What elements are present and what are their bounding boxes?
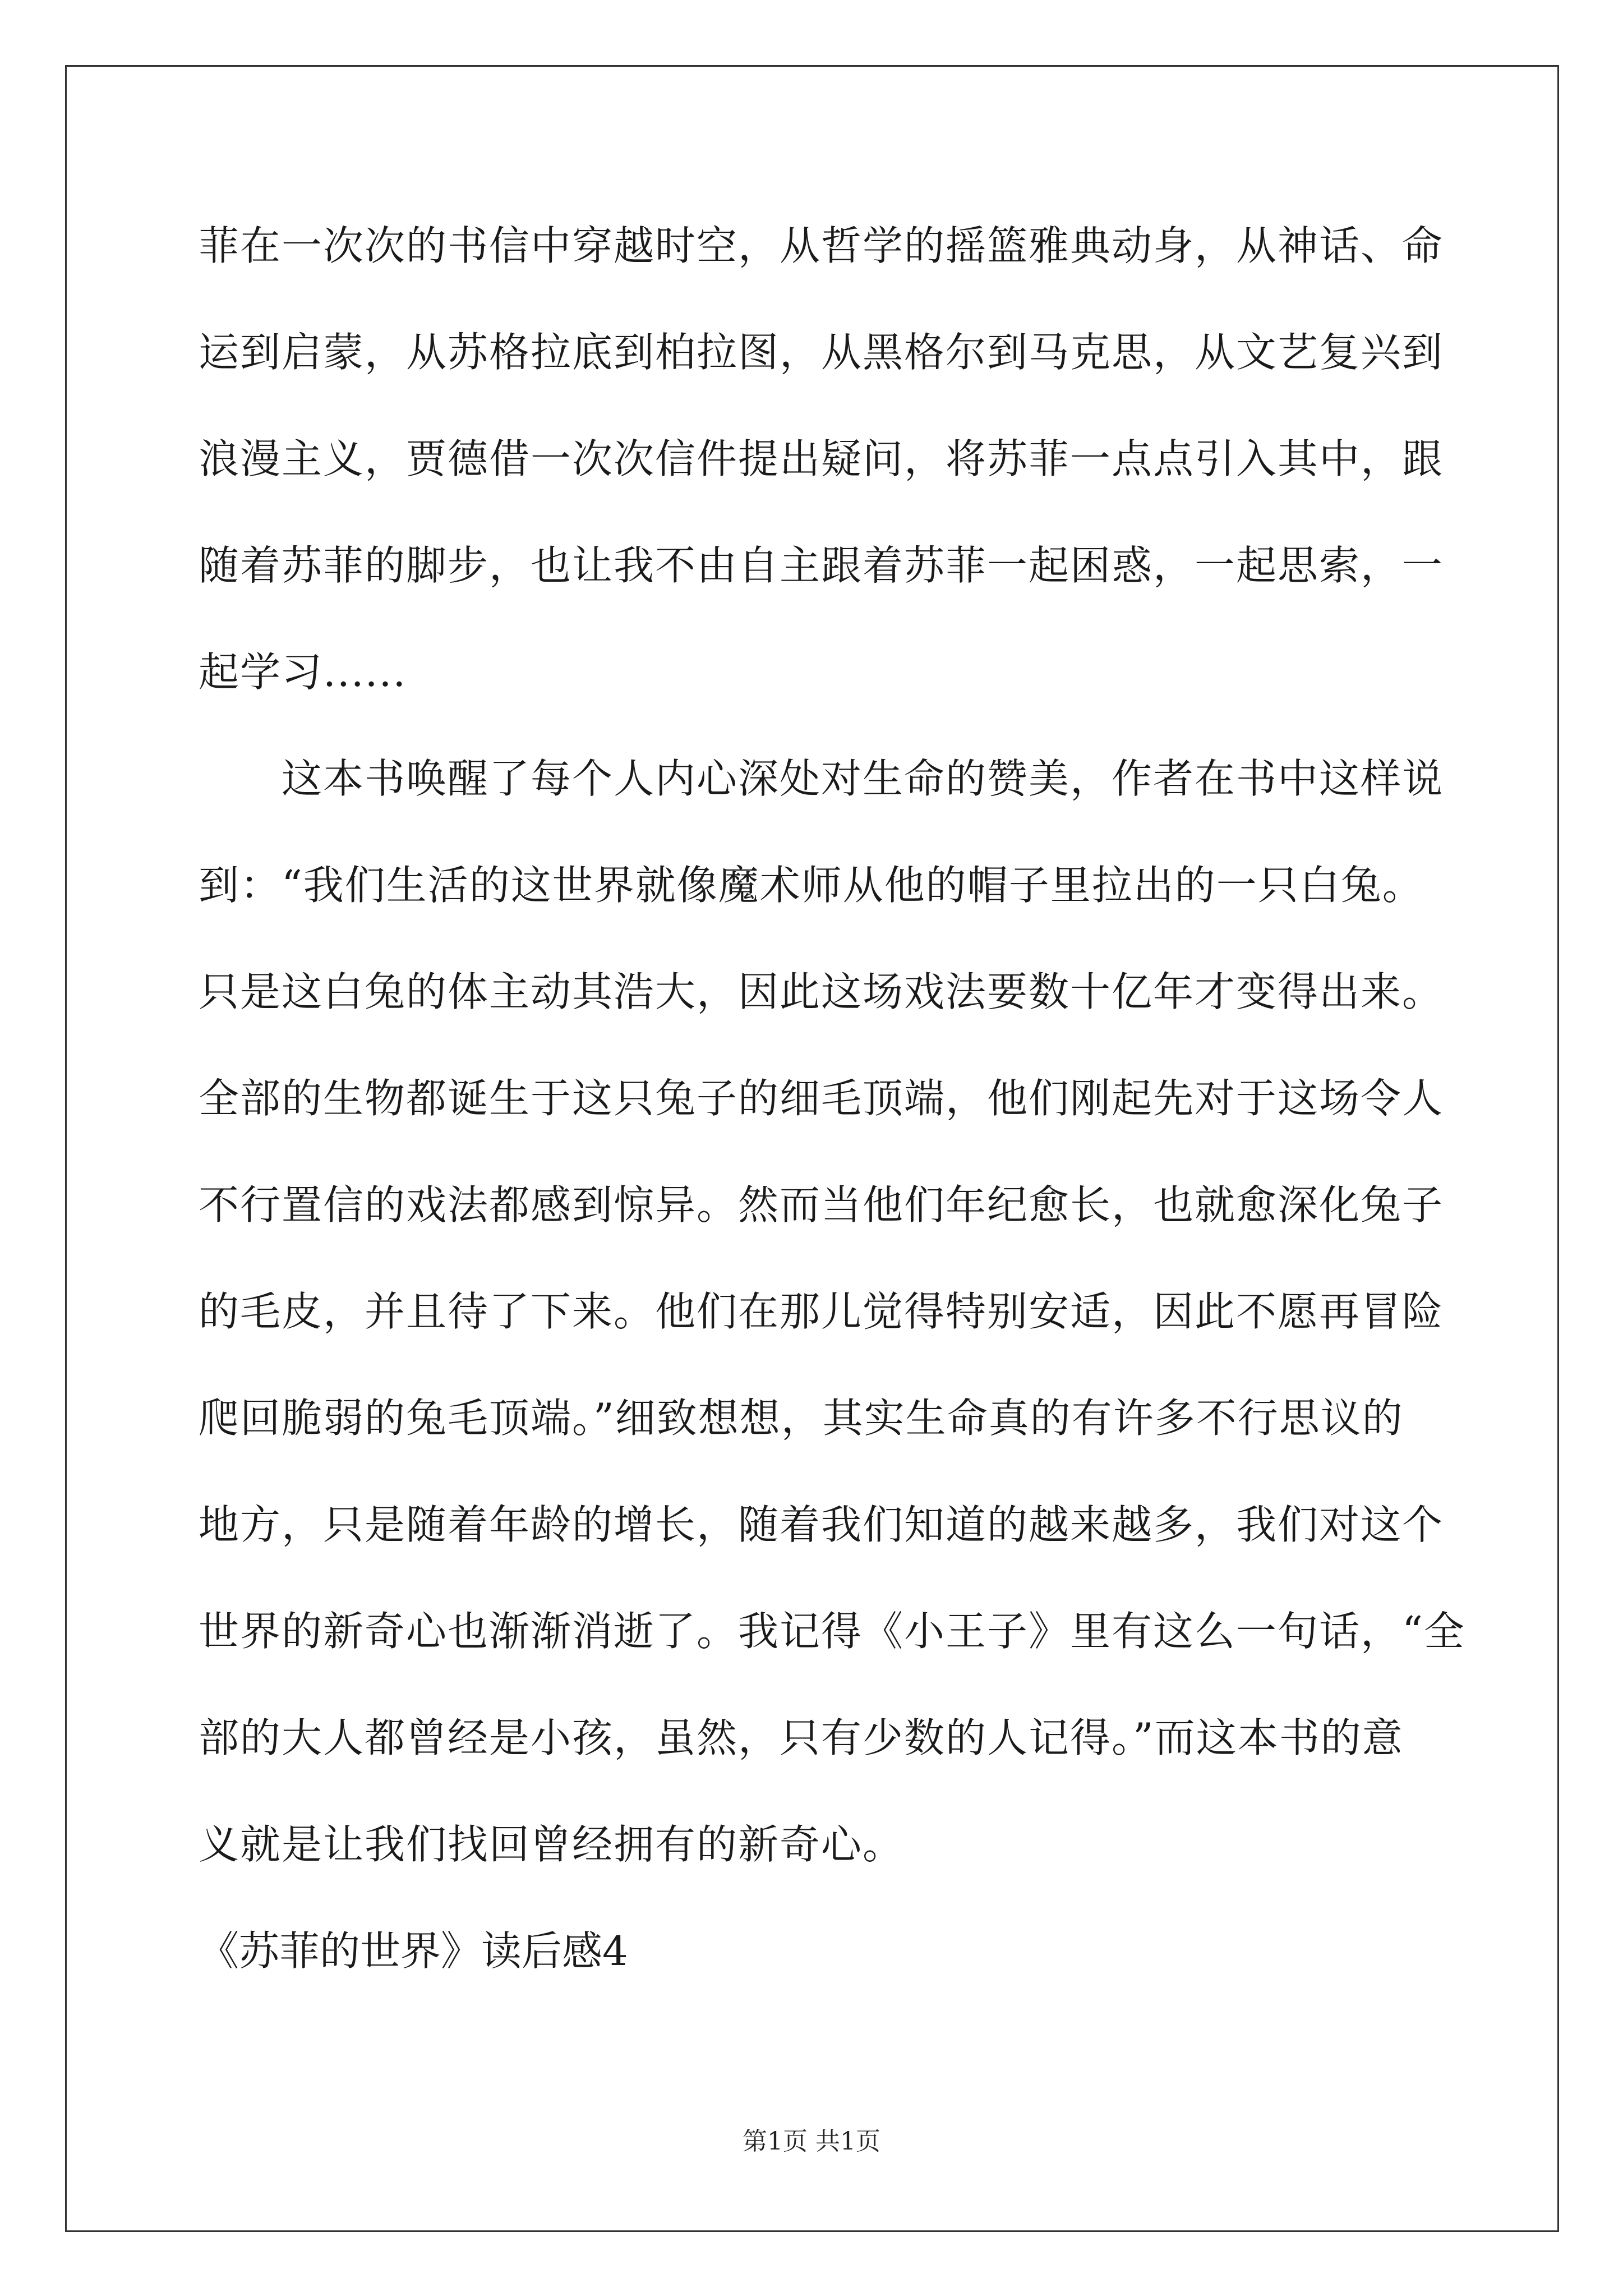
text-line: 运到启蒙，从苏格拉底到柏拉图，从黑格尔到马克思，从文艺复兴到 bbox=[199, 329, 1444, 376]
text-line: 到：“我们生活的这世界就像魔术师从他的帽子里拉出的一只白兔。 bbox=[199, 862, 1424, 909]
text-line: 这本书唤醒了每个人内心深处对生命的赞美，作者在书中这样说 bbox=[199, 755, 1444, 802]
page-footer: 第1页 共1页 bbox=[743, 2127, 880, 2156]
text-line: 只是这白兔的体主动其浩大，因此这场戏法要数十亿年才变得出来。 bbox=[199, 968, 1444, 1015]
text-line: 起学习...... bbox=[199, 648, 407, 696]
text-line: 不行置信的戏法都感到惊异。然而当他们年纪愈长，也就愈深化兔子 bbox=[199, 1181, 1444, 1228]
text-line: 世界的新奇心也渐渐消逝了。我记得《小王子》里有这么一句话，“全 bbox=[199, 1608, 1465, 1655]
text-line: 爬回脆弱的兔毛顶端。”细致想想，其实生命真的有许多不行思议的 bbox=[199, 1395, 1404, 1442]
text-line: 随着苏菲的脚步，也让我不由自主跟着苏菲一起困惑，一起思索，一 bbox=[199, 542, 1444, 589]
section-heading: 《苏菲的世界》读后感4 bbox=[199, 1927, 628, 1975]
text-line: 部的大人都曾经是小孩，虽然，只有少数的人记得。”而这本书的意 bbox=[199, 1714, 1404, 1761]
text-line: 的毛皮，并且待了下来。他们在那儿觉得特别安适，因此不愿再冒险 bbox=[199, 1288, 1444, 1335]
text-line: 地方，只是随着年龄的增长，随着我们知道的越来越多，我们对这个 bbox=[199, 1501, 1444, 1548]
text-line: 全部的生物都诞生于这只兔子的细毛顶端，他们刚起先对于这场令人 bbox=[199, 1075, 1444, 1122]
document-body bbox=[199, 219, 1465, 2031]
text-line: 浪漫主义，贾德借一次次信件提出疑问，将苏菲一点点引入其中，跟 bbox=[199, 435, 1444, 482]
text-line: 义就是让我们找回曾经拥有的新奇心。 bbox=[199, 1821, 905, 1868]
text-line: 菲在一次次的书信中穿越时空，从哲学的摇篮雅典动身，从神话、命 bbox=[199, 222, 1444, 269]
